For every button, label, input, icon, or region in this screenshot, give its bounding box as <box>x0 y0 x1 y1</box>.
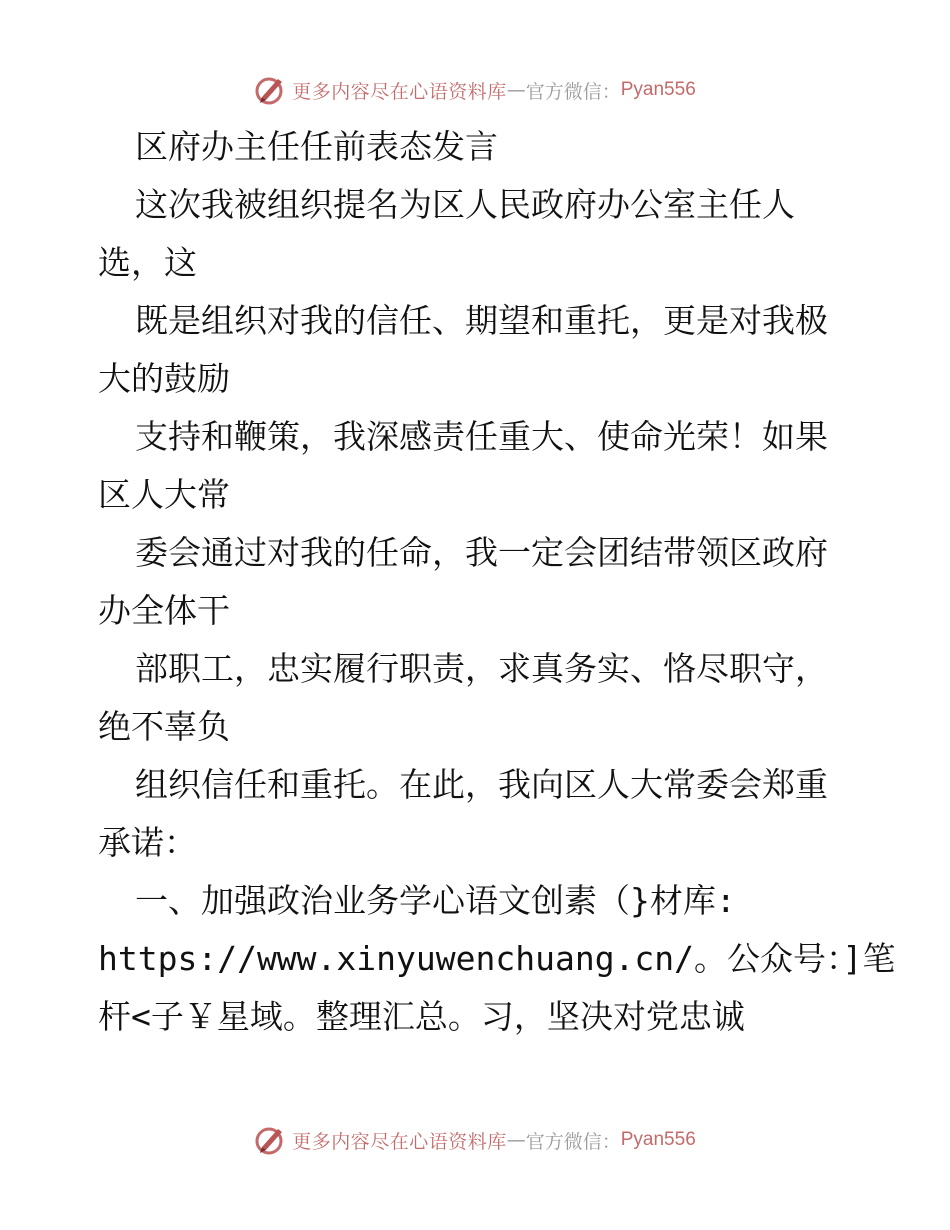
watermark-separator: — <box>506 1129 526 1151</box>
text-line: 选，这 <box>98 243 197 282</box>
text-line: 一、加强政治业务学心语文创素（}材库: <box>135 881 736 920</box>
text-line: 办全体干 <box>98 591 230 630</box>
text-line: 区人大常 <box>98 475 230 514</box>
text-line: 委会通过对我的任命，我一定会团结带领区政府 <box>135 533 828 572</box>
watermark-title: 更多内容尽在心语资料库 <box>292 80 507 103</box>
text-line: 大的鼓励 <box>98 359 230 398</box>
document-title: 区府办主任任前表态发言 <box>135 127 498 166</box>
text-line: 部职工，忠实履行职责，求真务实、恪尽职守， <box>135 649 828 688</box>
watermark-wechat-id: Pyan556 <box>620 79 696 100</box>
pen-logo-icon <box>254 1123 288 1157</box>
text-line: 组织信任和重托。在此，我向区人大常委会郑重 <box>135 765 828 804</box>
text-line: 绝不辜负 <box>98 707 230 746</box>
watermark-wechat-id: Pyan556 <box>620 1129 696 1150</box>
watermark-wechat-label: 官方微信： <box>525 1130 621 1153</box>
watermark-title: 更多内容尽在心语资料库 <box>292 1130 507 1153</box>
text-line: 这次我被组织提名为区人民政府办公室主任人 <box>135 185 795 224</box>
text-line: 杆<子￥星域。整理汇总。习，坚决对党忠诚 <box>98 997 745 1036</box>
pen-logo-icon <box>254 73 288 107</box>
text-line: 既是组织对我的信任、期望和重托，更是对我极 <box>135 301 828 340</box>
footer-watermark <box>0 1120 950 1160</box>
watermark-separator: — <box>506 79 526 101</box>
text-line-url: https://www.xinyuwenchuang.cn/。公众号：]笔 <box>98 939 896 978</box>
text-line: 支持和鞭策，我深感责任重大、使命光荣！如果 <box>135 417 828 456</box>
document-body <box>98 118 896 1046</box>
text-line: 承诺： <box>98 823 197 862</box>
header-watermark <box>0 70 950 110</box>
watermark-wechat-label: 官方微信： <box>525 80 621 103</box>
